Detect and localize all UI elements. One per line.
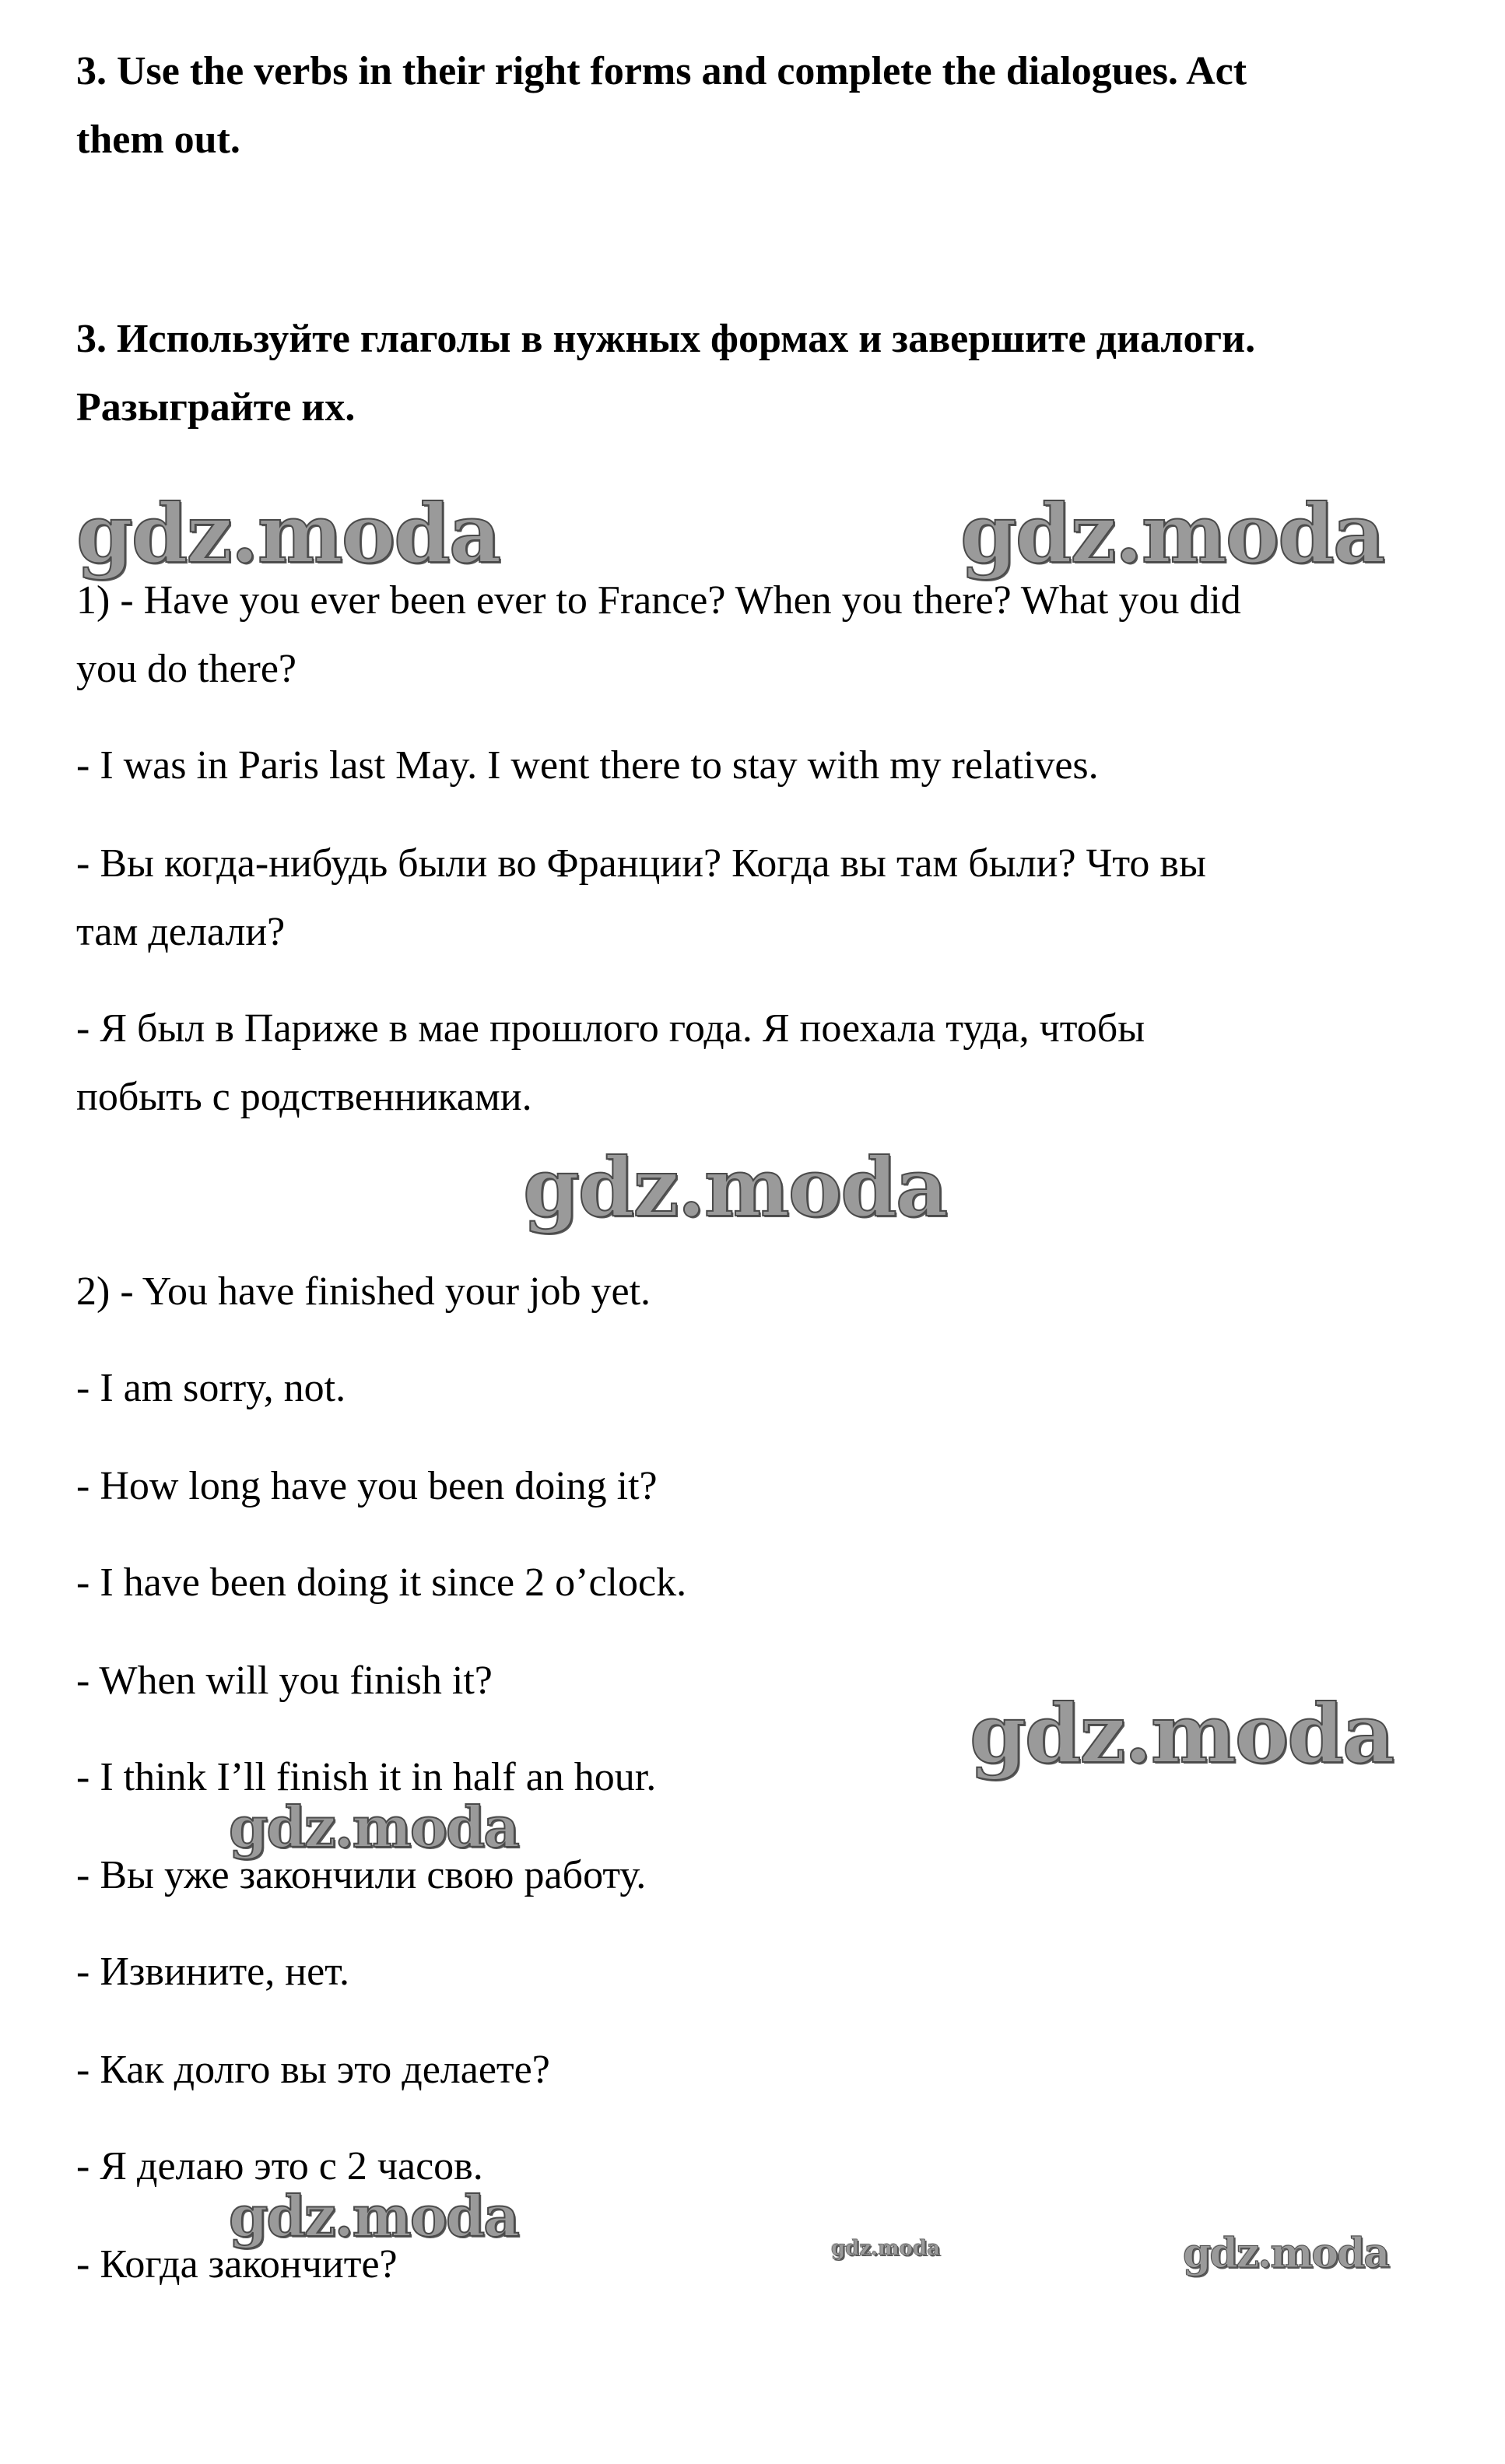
dialogue2-line: - When will you finish it? (76, 1658, 493, 1703)
watermark-logo: gdz.moda (960, 486, 1384, 581)
dialogue1-answer-ru-line-2: побыть с родственниками. (76, 1075, 532, 1119)
dialogue2-line: - Я делаю это с 2 часов. (76, 2144, 483, 2188)
dialogue2-line: - How long have you been doing it? (76, 1464, 658, 1508)
dialogue2-line: 2) - You have finished your job yet. (76, 1269, 651, 1314)
watermark-logo: gdz.moda (523, 1139, 947, 1235)
watermark-logo: gdz.moda (1183, 2230, 1389, 2277)
dialogue2-line: - I have been doing it since 2 o’clock. (76, 1560, 687, 1605)
dialogue2-line: - I think I’ll finish it in half an hour. (76, 1755, 657, 1799)
dialogue1-question-en-line-1: 1) - Have you ever been ever to France? When you there? What you did (76, 578, 1241, 623)
watermark-logo: gdz.moda (229, 1794, 518, 1860)
dialogue2-line: - Как долго вы это делаете? (76, 2048, 550, 2092)
dialogue1-answer-ru-line-1: - Я был в Париже в мае прошлого года. Я поехала туда, чтобы (76, 1006, 1145, 1051)
watermark-logo: gdz.moda (229, 2183, 518, 2249)
task-heading-en-line-1: 3. Use the verbs in their right forms and complete the dialogues. Act (76, 49, 1247, 93)
dialogue1-question-ru-line-1: - Вы когда-нибудь были во Франции? Когда вы там были? Что вы (76, 841, 1206, 886)
dialogue2-line: - Вы уже закончили свою работу. (76, 1853, 647, 1897)
dialogue2-line: - Извините, нет. (76, 1950, 349, 1994)
dialogue1-question-ru-line-2: там делали? (76, 910, 286, 954)
dialogue1-question-en-line-2: you do there? (76, 647, 297, 691)
dialogue1-answer-en: - I was in Paris last May. I went there to stay with my relatives. (76, 743, 1099, 788)
task-heading-ru-line-2: Разыграйте их. (76, 385, 356, 430)
watermark-logo: gdz.moda (970, 1686, 1394, 1781)
task-heading-en-line-2: them out. (76, 118, 240, 162)
dialogue2-line: - Когда закончите? (76, 2242, 398, 2287)
task-heading-ru-line-1: 3. Используйте глаголы в нужных формах и завершите диалоги. (76, 317, 1256, 361)
dialogue2-line: - I am sorry, not. (76, 1366, 346, 1410)
watermark-logo: gdz.moda (76, 486, 500, 581)
watermark-logo: gdz.moda (831, 2237, 941, 2260)
